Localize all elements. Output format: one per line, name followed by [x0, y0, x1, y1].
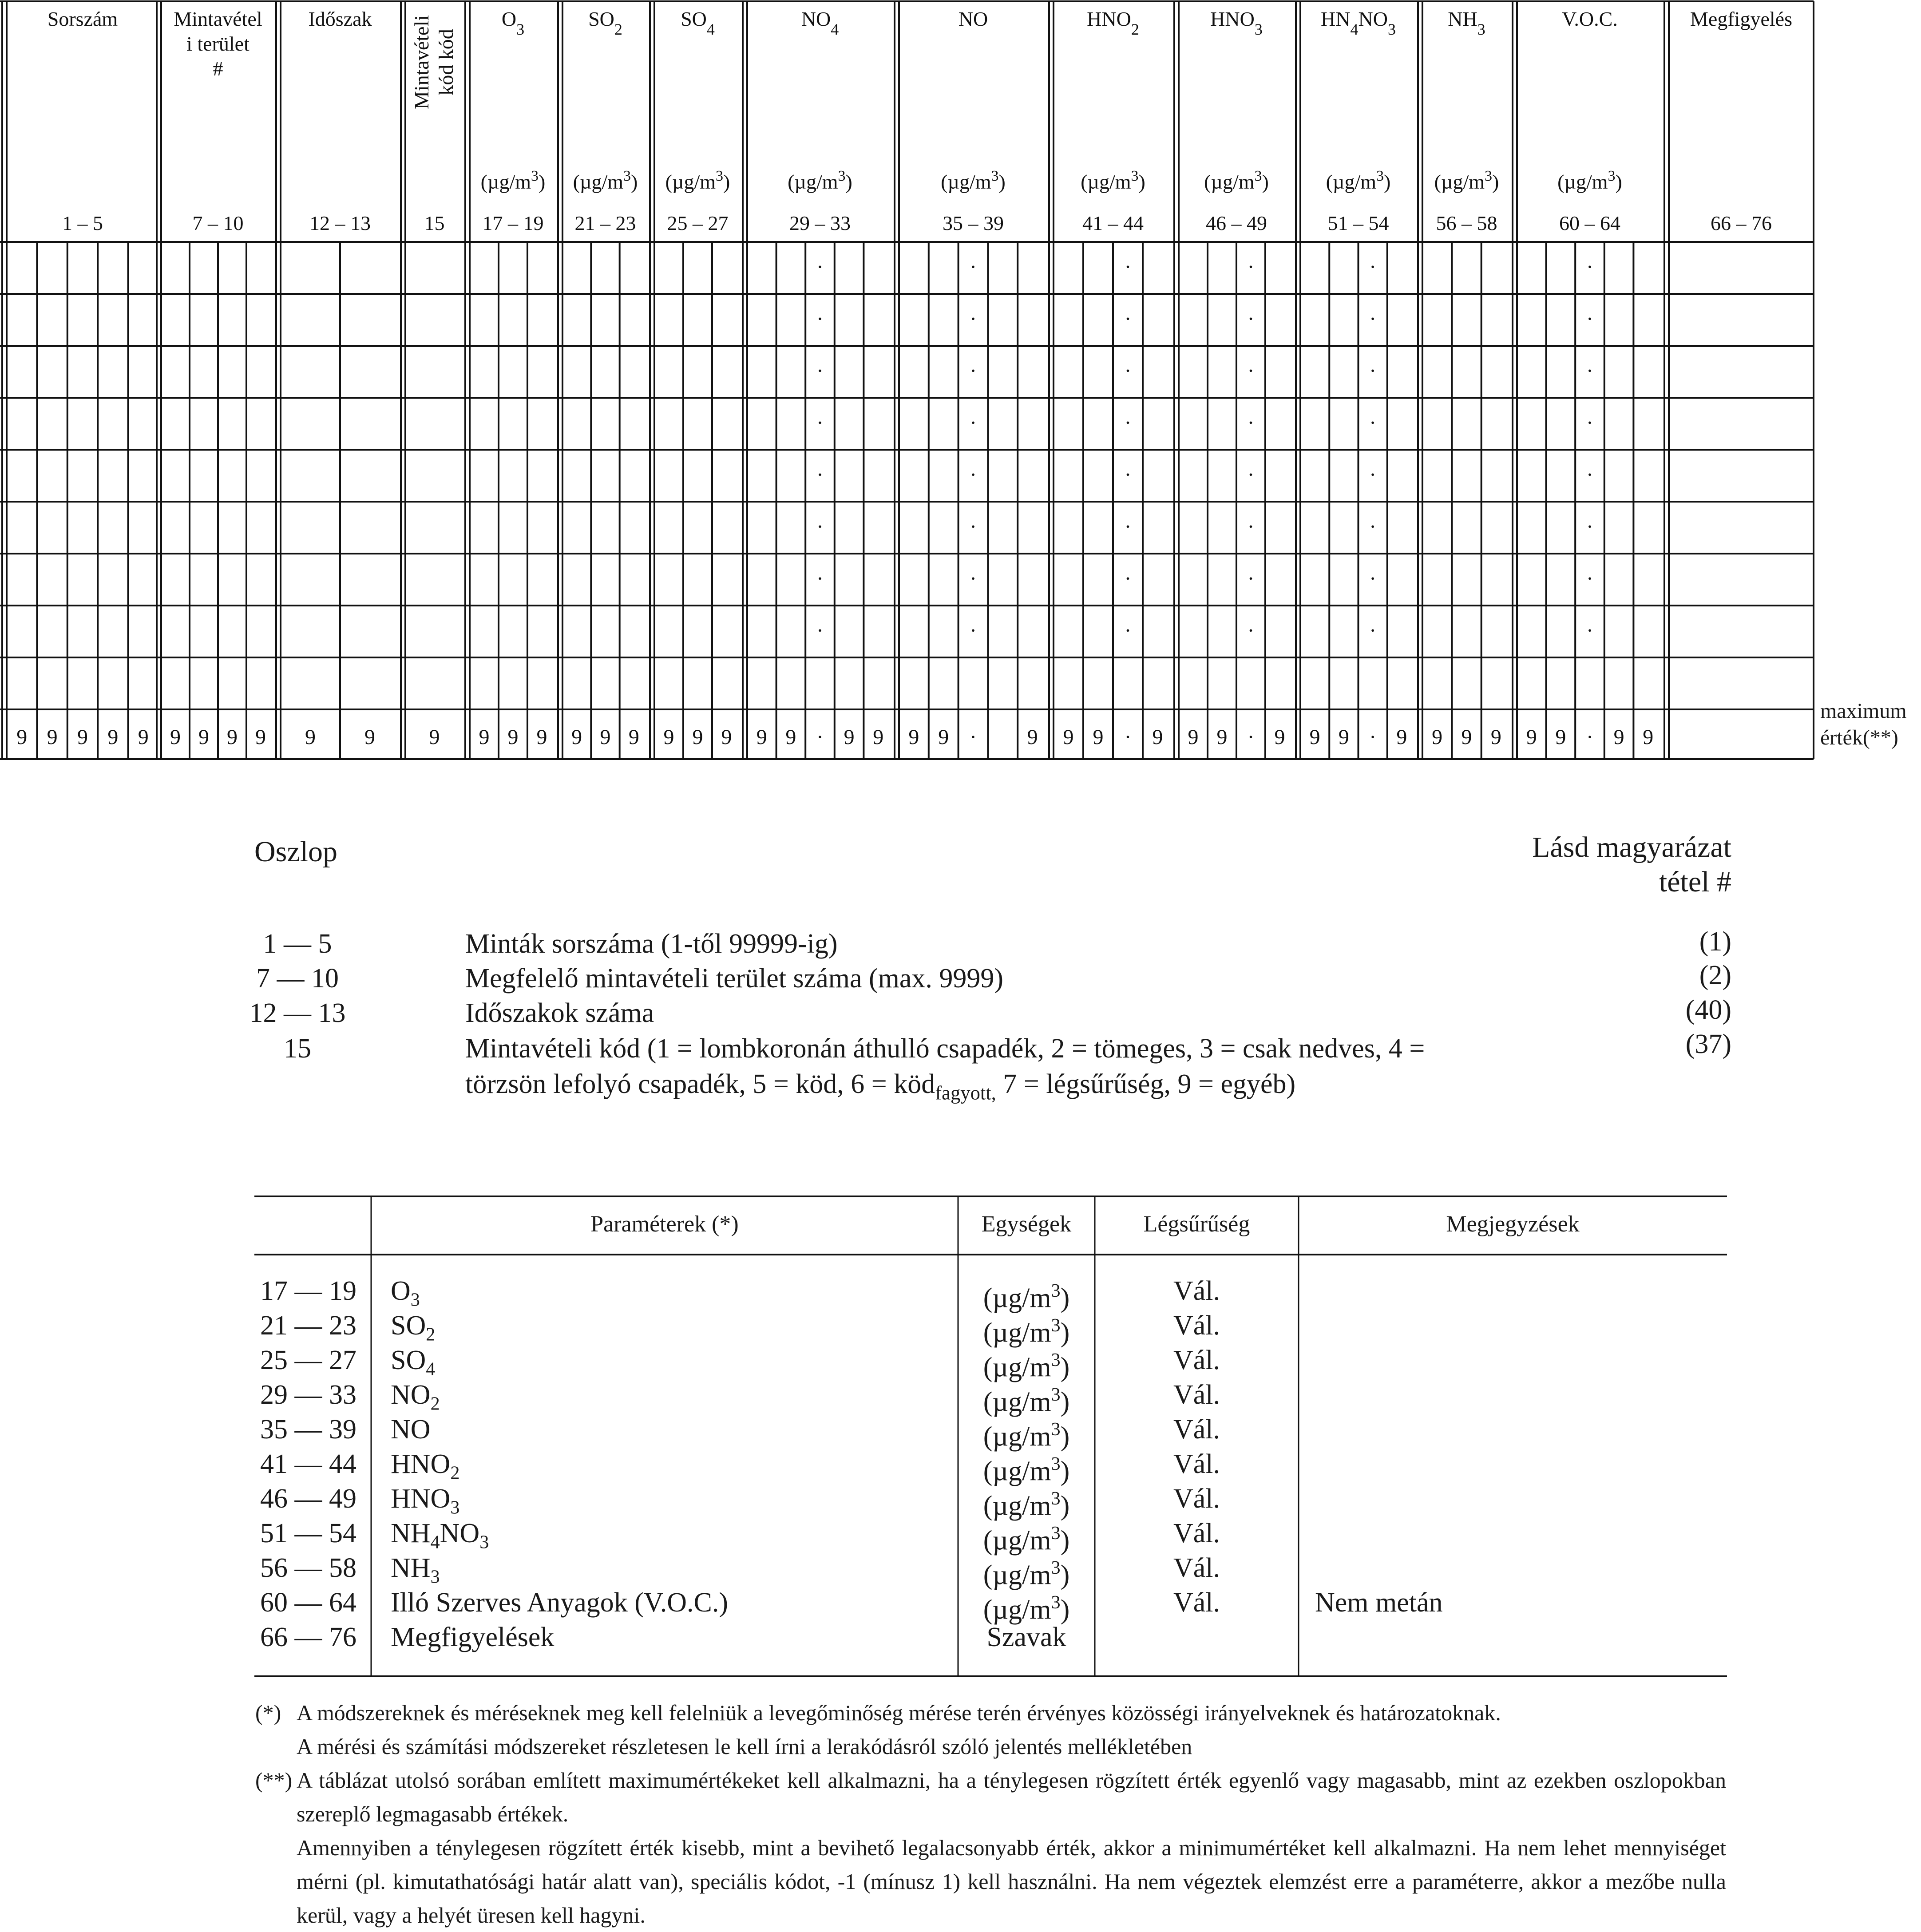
- footnote-double-star-paragraph1: A táblázat utolsó sorában említett maximumértékeket kell alkalmazni, ha a ténylegesen rögzített érték egyenlő vagy magasabb, mint az ezekben oszlopokban szereplő legmagasabb értékek.: [297, 1768, 1726, 1826]
- max-digit: 9: [16, 725, 28, 749]
- column-unit: $(\mu g/m^3)$: [1326, 167, 1391, 193]
- column-range: 46 – 49: [1206, 212, 1267, 234]
- param-row-air: Vál.: [1173, 1345, 1220, 1375]
- decimal-dot: ·: [1124, 463, 1132, 487]
- decimal-dot: ·: [1369, 515, 1377, 538]
- max-digit: 9: [1063, 725, 1074, 749]
- column-header: Mintavételi: [410, 15, 433, 110]
- decimal-dot: ·: [1369, 567, 1377, 590]
- decimal-dot: ·: [1124, 411, 1132, 435]
- maximum-note-line1: maximum: [1820, 699, 1907, 723]
- max-digit: 9: [227, 725, 238, 749]
- max-digit: 9: [844, 725, 855, 749]
- max-digit: 9: [1555, 725, 1566, 749]
- column-range: 29 – 33: [789, 212, 851, 234]
- decimal-dot: ·: [1247, 307, 1255, 331]
- legend-column-header: Oszlop: [254, 835, 337, 868]
- decimal-dot: ·: [1124, 359, 1132, 383]
- column-unit: $(\mu g/m^3)$: [1204, 167, 1269, 193]
- column-range: 35 – 39: [943, 212, 1004, 234]
- param-row-name: $O_3$: [391, 1276, 420, 1310]
- decimal-dot: ·: [1586, 515, 1593, 538]
- max-digit: 9: [1188, 725, 1199, 749]
- desc-subscript: fagyott,: [935, 1081, 996, 1104]
- decimal-dot: ·: [970, 515, 977, 538]
- column-range: 56 – 58: [1436, 212, 1497, 234]
- max-digit: 9: [571, 725, 582, 749]
- param-row-name: Illó Szerves Anyagok (V.O.C.): [391, 1588, 728, 1618]
- param-row-columns: 25 — 27: [260, 1345, 356, 1375]
- legend-row-col: 1 — 5: [263, 929, 332, 959]
- column-header: NO: [958, 8, 988, 30]
- legend-row-ref: (1): [1699, 926, 1731, 957]
- param-row-name: $HNO_3$: [391, 1484, 460, 1518]
- param-row-unit: $(\mu g/m^3)$: [983, 1384, 1070, 1417]
- column-range: 41 – 44: [1082, 212, 1144, 234]
- param-row-columns: 35 — 39: [260, 1414, 356, 1445]
- decimal-dot: ·: [1586, 619, 1593, 642]
- column-header: $HN_4NO_3$: [1321, 8, 1396, 38]
- max-digit: 9: [47, 725, 58, 749]
- footnote-double-star-paragraph2: Amennyiben a ténylegesen rögzített érték kisebb, mint a bevihető legalacsonyabb érték, akkor a minimumértéket kell alkalmazni. Ha nem lehet mennyiséget mérni (pl. kimutathatósági határ alatt van), speciális kódot, -1 (mínusz 1) kell használni. Ha nem végeztek elemzést erre a paraméterre, akkor a mezőbe nulla kerül, vagy a helyét üresen kell hagyni.: [297, 1835, 1726, 1928]
- column-header: i terület: [186, 32, 250, 55]
- param-row-name: $SO_2$: [391, 1310, 436, 1345]
- param-row-air: Vál.: [1173, 1484, 1220, 1514]
- param-row-name: $NH_4NO_3$: [391, 1518, 489, 1553]
- param-row-columns: 17 — 19: [260, 1276, 356, 1306]
- column-header: Mintavétel: [174, 8, 262, 30]
- decimal-dot: ·: [816, 255, 824, 279]
- max-digit: 9: [1490, 725, 1501, 749]
- param-header-notes: Megjegyzések: [1446, 1211, 1580, 1237]
- column-header: $O_3$: [501, 8, 525, 38]
- column-unit: $(\mu g/m^3)$: [1557, 167, 1622, 193]
- column-unit: $(\mu g/m^3)$: [1434, 167, 1499, 193]
- param-row-unit: $(\mu g/m^3)$: [983, 1350, 1070, 1383]
- legend-row-desc: Minták sorszáma (1-től 99999-ig): [465, 929, 838, 959]
- param-row-unit: $(\mu g/m^3)$: [983, 1592, 1070, 1625]
- column-range: 17 – 19: [482, 212, 544, 234]
- max-digit: 9: [1027, 725, 1038, 749]
- param-row-air: Vál.: [1173, 1380, 1220, 1410]
- footnote-star-mark: (*): [255, 1700, 281, 1725]
- max-digit: 9: [600, 725, 611, 749]
- decimal-dot: ·: [816, 307, 824, 331]
- max-digit: ·: [1586, 725, 1593, 749]
- max-digit: 9: [628, 725, 639, 749]
- column-unit: $(\mu g/m^3)$: [788, 167, 852, 193]
- decimal-dot: ·: [1124, 307, 1132, 331]
- column-header: #: [213, 57, 223, 80]
- column-header: Megfigyelés: [1690, 8, 1792, 30]
- column-unit: $(\mu g/m^3)$: [573, 167, 638, 193]
- param-row-columns: 41 — 44: [260, 1449, 356, 1479]
- max-digit: 9: [1461, 725, 1472, 749]
- param-row-unit: $(\mu g/m^3)$: [983, 1453, 1070, 1487]
- legend-row-desc: Megfelelő mintavételi terület száma (max. 9999): [465, 963, 1003, 994]
- decimal-dot: ·: [1247, 515, 1255, 538]
- max-digit: 9: [908, 725, 919, 749]
- max-digit: ·: [1247, 725, 1255, 749]
- decimal-dot: ·: [816, 463, 824, 487]
- column-header: $HNO_2$: [1087, 8, 1139, 38]
- max-digit: 9: [77, 725, 88, 749]
- decimal-dot: ·: [970, 359, 977, 383]
- desc-part: törzsön lefolyó csapadék, 5 = köd, 6 = köd: [465, 1069, 935, 1099]
- max-digit: 9: [1274, 725, 1285, 749]
- legend-reference-header-line1: Lásd magyarázat: [1532, 831, 1731, 863]
- param-row-air: Vál.: [1173, 1276, 1220, 1306]
- decimal-dot: ·: [1586, 255, 1593, 279]
- param-row-columns: 51 — 54: [260, 1518, 356, 1548]
- max-digit: 9: [1338, 725, 1349, 749]
- legend-reference-header-line2: tétel #: [1659, 866, 1731, 898]
- column-unit: $(\mu g/m^3)$: [665, 167, 730, 193]
- param-row-columns: 66 — 76: [260, 1622, 356, 1652]
- column-header: kód kód: [435, 29, 457, 95]
- param-row-columns: 56 — 58: [260, 1553, 356, 1583]
- decimal-dot: ·: [816, 359, 824, 383]
- column-header: $SO_4$: [681, 8, 715, 38]
- decimal-dot: ·: [1247, 463, 1255, 487]
- column-range: 60 – 64: [1559, 212, 1620, 234]
- param-row-name: $NH_3$: [391, 1553, 440, 1588]
- legend-row-desc-line1: Mintavételi kód (1 = lombkoronán áthulló csapadék, 2 = tömeges, 3 = csak nedves, 4 =: [465, 1033, 1425, 1064]
- max-digit: 9: [1396, 725, 1407, 749]
- decimal-dot: ·: [816, 515, 824, 538]
- param-row-unit: $(\mu g/m^3)$: [983, 1419, 1070, 1452]
- param-row-note: Nem metán: [1315, 1588, 1443, 1618]
- column-unit: $(\mu g/m^3)$: [941, 167, 1006, 193]
- max-digit: 9: [1613, 725, 1624, 749]
- max-digit: 9: [255, 725, 266, 749]
- param-row-air: Vál.: [1173, 1449, 1220, 1479]
- decimal-dot: ·: [1124, 255, 1132, 279]
- param-header-air: Légsűrűség: [1143, 1211, 1250, 1237]
- column-range: 25 – 27: [667, 212, 729, 234]
- param-row-unit: $(\mu g/m^3)$: [983, 1315, 1070, 1348]
- max-digit: 9: [305, 725, 316, 749]
- decimal-dot: ·: [1586, 307, 1593, 331]
- max-digit: 9: [1309, 725, 1320, 749]
- max-digit: 9: [873, 725, 884, 749]
- max-digit: 9: [429, 725, 440, 749]
- max-digit: 9: [1093, 725, 1104, 749]
- max-digit: 9: [1216, 725, 1228, 749]
- decimal-dot: ·: [1247, 619, 1255, 642]
- desc-part: 7 = légsűrűség, 9 = egyéb): [996, 1069, 1296, 1099]
- decimal-dot: ·: [1124, 515, 1132, 538]
- max-digit: 9: [1643, 725, 1654, 749]
- param-row-air: Vál.: [1173, 1414, 1220, 1445]
- column-header: $HNO_3$: [1210, 8, 1263, 38]
- decimal-dot: ·: [1369, 619, 1377, 642]
- param-row-unit: $(\mu g/m^3)$: [983, 1488, 1070, 1521]
- column-range: 51 – 54: [1327, 212, 1389, 234]
- max-digit: 9: [536, 725, 547, 749]
- decimal-dot: ·: [1586, 463, 1593, 487]
- param-row-unit: Szavak: [986, 1622, 1066, 1652]
- param-row-name: $NO_2$: [391, 1380, 440, 1414]
- decimal-dot: ·: [1369, 359, 1377, 383]
- param-header-parameter: Paraméterek (*): [590, 1211, 739, 1237]
- decimal-dot: ·: [1586, 411, 1593, 435]
- max-digit: 9: [756, 725, 767, 749]
- legend-row-col: 7 — 10: [256, 963, 339, 994]
- max-digit: 9: [1152, 725, 1163, 749]
- param-header-unit: Egységek: [981, 1211, 1072, 1237]
- footnote-double-star-mark: (**): [255, 1768, 293, 1793]
- column-range: 7 – 10: [192, 212, 244, 234]
- max-digit: 9: [1432, 725, 1443, 749]
- column-header: $SO_2$: [588, 8, 622, 38]
- max-digit: ·: [970, 725, 977, 749]
- decimal-dot: ·: [816, 567, 824, 590]
- max-digit: ·: [816, 725, 824, 749]
- param-row-air: Vál.: [1173, 1310, 1220, 1341]
- param-row-unit: $(\mu g/m^3)$: [983, 1280, 1070, 1314]
- param-row-name: $SO_4$: [391, 1345, 436, 1380]
- decimal-dot: ·: [1586, 567, 1593, 590]
- decimal-dot: ·: [1369, 255, 1377, 279]
- decimal-dot: ·: [1369, 463, 1377, 487]
- decimal-dot: ·: [970, 411, 977, 435]
- max-digit: 9: [692, 725, 703, 749]
- legend-row-desc-line2: [465, 1067, 1295, 1110]
- legend-row-col: 12 — 13: [249, 998, 346, 1028]
- max-digit: 9: [507, 725, 519, 749]
- legend-row-ref: (40): [1685, 995, 1731, 1025]
- param-row-air: Vál.: [1173, 1588, 1220, 1618]
- decimal-dot: ·: [1247, 567, 1255, 590]
- param-row-unit: $(\mu g/m^3)$: [983, 1557, 1070, 1591]
- max-digit: 9: [479, 725, 490, 749]
- param-row-unit: $(\mu g/m^3)$: [983, 1523, 1070, 1556]
- column-unit: $(\mu g/m^3)$: [1081, 167, 1145, 193]
- decimal-dot: ·: [970, 619, 977, 642]
- maximum-note-line2: érték(**): [1820, 726, 1898, 749]
- max-digit: 9: [198, 725, 209, 749]
- max-digit: ·: [1124, 725, 1132, 749]
- param-row-name: $HNO_2$: [391, 1449, 460, 1484]
- param-row-name: NO: [391, 1414, 431, 1445]
- column-header: V.O.C.: [1562, 8, 1618, 30]
- param-row-air: Vál.: [1173, 1518, 1220, 1548]
- decimal-dot: ·: [816, 411, 824, 435]
- decimal-dot: ·: [970, 567, 977, 590]
- column-range: 1 – 5: [62, 212, 103, 234]
- column-range: 15: [424, 212, 445, 234]
- decimal-dot: ·: [816, 619, 824, 642]
- column-range: 21 – 23: [574, 212, 636, 234]
- legend-reference-header: [1509, 830, 1731, 899]
- max-digit: 9: [721, 725, 732, 749]
- legend-row-desc: Időszakok száma: [465, 998, 654, 1028]
- param-row-name: Megfigyelések: [391, 1622, 555, 1652]
- decimal-dot: ·: [1247, 359, 1255, 383]
- max-digit: 9: [138, 725, 149, 749]
- column-range: 12 – 13: [309, 212, 371, 234]
- column-unit: $(\mu g/m^3)$: [480, 167, 546, 193]
- legend-row-ref: (2): [1699, 960, 1731, 990]
- decimal-dot: ·: [1247, 255, 1255, 279]
- column-header: $NH_3$: [1448, 8, 1485, 38]
- decimal-dot: ·: [1247, 411, 1255, 435]
- decimal-dot: ·: [1369, 411, 1377, 435]
- decimal-dot: ·: [970, 255, 977, 279]
- max-digit: 9: [107, 725, 119, 749]
- max-digit: 9: [170, 725, 181, 749]
- param-row-columns: 29 — 33: [260, 1380, 356, 1410]
- decimal-dot: ·: [970, 307, 977, 331]
- max-digit: ·: [1369, 725, 1377, 749]
- param-row-air: Vál.: [1173, 1553, 1220, 1583]
- legend-row-ref: (37): [1685, 1029, 1731, 1059]
- max-digit: 9: [938, 725, 949, 749]
- max-digit: 9: [1526, 725, 1537, 749]
- column-header: $NO_4$: [801, 8, 839, 38]
- param-row-columns: 46 — 49: [260, 1484, 356, 1514]
- decimal-dot: ·: [1124, 619, 1132, 642]
- decimal-dot: ·: [1124, 567, 1132, 590]
- param-row-columns: 21 — 23: [260, 1310, 356, 1341]
- max-digit: 9: [663, 725, 674, 749]
- legend-row-col: 15: [284, 1033, 311, 1064]
- footnote-star-line1: A módszereknek és méréseknek meg kell felelniük a levegőminőség mérése terén érvényes közösségi irányelveknek és határozatoknak.: [297, 1700, 1501, 1725]
- max-digit: 9: [785, 725, 796, 749]
- decimal-dot: ·: [970, 463, 977, 487]
- decimal-dot: ·: [1586, 359, 1593, 383]
- max-digit: 9: [364, 725, 375, 749]
- column-range: 66 – 76: [1711, 212, 1772, 234]
- footnote-star-line2: A mérési és számítási módszereket részletesen le kell írni a lerakódásról szóló jelentés mellékletében: [297, 1734, 1192, 1759]
- data-entry-form-grid: [0, 0, 1921, 781]
- column-header: Sorszám: [47, 8, 118, 30]
- decimal-dot: ·: [1369, 307, 1377, 331]
- param-row-columns: 60 — 64: [260, 1588, 356, 1618]
- maximum-value-note: [1820, 698, 1907, 751]
- column-header: Időszak: [308, 8, 372, 30]
